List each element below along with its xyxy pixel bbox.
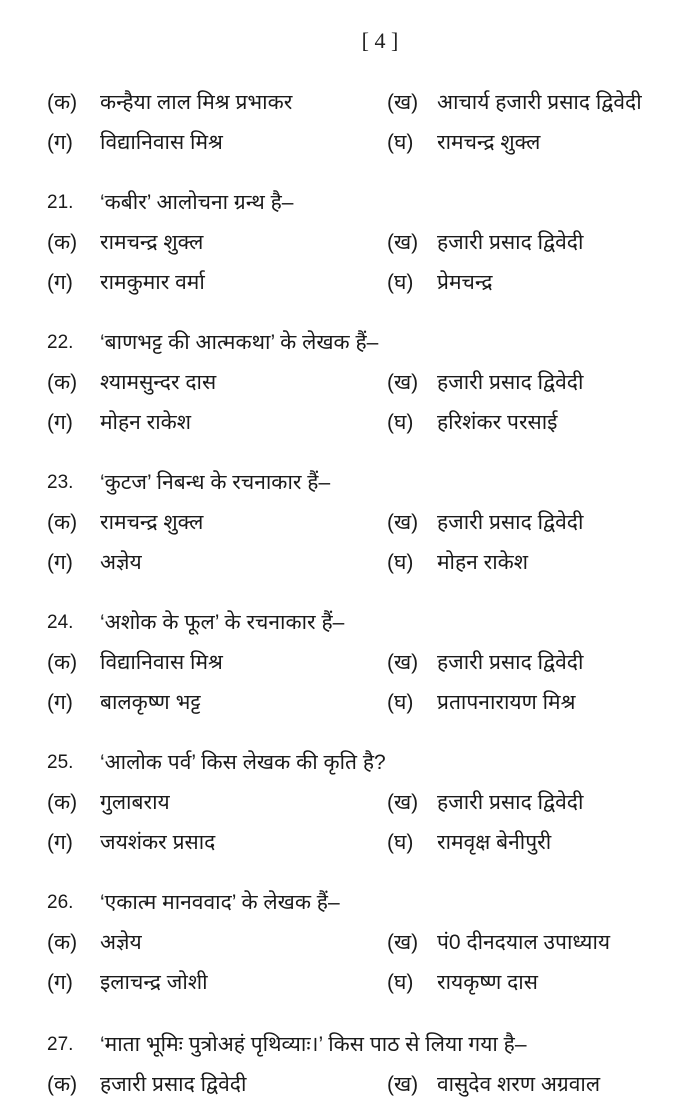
question-text: ‘माता भूमिः पुत्रोअहं पृथिव्याः।’ किस पाठ से लिया गया है– bbox=[100, 1033, 527, 1056]
option-text: रामवृक्ष बेनीपुरी bbox=[437, 831, 552, 854]
question-22 bbox=[0, 327, 700, 359]
option-label: (क) bbox=[47, 651, 78, 674]
option-row bbox=[0, 227, 700, 259]
question-number: 25. bbox=[47, 752, 74, 773]
option-text: अज्ञेय bbox=[100, 551, 142, 574]
option-label: (ग) bbox=[47, 971, 73, 994]
option-label: (घ) bbox=[387, 551, 414, 574]
option-row bbox=[0, 127, 700, 159]
option-text: रामकुमार वर्मा bbox=[100, 271, 205, 294]
question-text: ‘अशोक के फूल’ के रचनाकार हैं– bbox=[100, 611, 345, 634]
question-number: 27. bbox=[47, 1034, 74, 1055]
option-label: (क) bbox=[47, 931, 78, 954]
question-number: 21. bbox=[47, 192, 74, 213]
question-text: ‘कुटज’ निबन्ध के रचनाकार हैं– bbox=[100, 471, 331, 494]
option-text: हजारी प्रसाद द्विवेदी bbox=[437, 651, 584, 674]
question-21 bbox=[0, 187, 700, 219]
option-text: हरिशंकर परसाई bbox=[437, 411, 558, 434]
option-label: (ग) bbox=[47, 831, 73, 854]
question-number: 22. bbox=[47, 332, 74, 353]
question-text: ‘आलोक पर्व’ किस लेखक की कृति है? bbox=[100, 751, 386, 774]
option-text: हजारी प्रसाद द्विवेदी bbox=[437, 511, 584, 534]
option-label: (क) bbox=[47, 91, 78, 114]
option-text: कन्हैया लाल मिश्र प्रभाकर bbox=[100, 91, 293, 114]
question-27 bbox=[0, 1029, 700, 1061]
question-text: ‘एकात्म मानववाद’ के लेखक हैं– bbox=[100, 891, 340, 914]
option-label: (घ) bbox=[387, 691, 414, 714]
option-row bbox=[0, 407, 700, 439]
option-label: (ख) bbox=[387, 371, 419, 394]
option-text: हजारी प्रसाद द्विवेदी bbox=[100, 1073, 247, 1096]
option-row bbox=[0, 1069, 700, 1101]
option-label: (ख) bbox=[387, 511, 419, 534]
option-label: (क) bbox=[47, 791, 78, 814]
option-label: (घ) bbox=[387, 271, 414, 294]
option-row bbox=[0, 827, 700, 859]
option-label: (घ) bbox=[387, 131, 414, 154]
option-label: (क) bbox=[47, 1073, 78, 1096]
option-label: (ख) bbox=[387, 231, 419, 254]
option-text: रामचन्द्र शुक्ल bbox=[100, 231, 204, 254]
option-text: वासुदेव शरण अग्रवाल bbox=[437, 1073, 601, 1096]
option-row bbox=[0, 787, 700, 819]
option-row bbox=[0, 967, 700, 999]
option-text: विद्यानिवास मिश्र bbox=[100, 651, 223, 674]
option-label: (ग) bbox=[47, 271, 73, 294]
page-number: [ 4 ] bbox=[361, 28, 399, 53]
option-label: (ख) bbox=[387, 1073, 419, 1096]
option-text: पं0 दीनदयाल उपाध्याय bbox=[437, 931, 611, 954]
option-label: (क) bbox=[47, 371, 78, 394]
option-label: (ख) bbox=[387, 931, 419, 954]
option-text: अज्ञेय bbox=[100, 931, 142, 954]
option-row bbox=[0, 927, 700, 959]
option-text: प्रेमचन्द्र bbox=[437, 271, 493, 294]
option-label: (ग) bbox=[47, 411, 73, 434]
option-label: (क) bbox=[47, 511, 78, 534]
option-row bbox=[0, 547, 700, 579]
option-row bbox=[0, 367, 700, 399]
option-text: हजारी प्रसाद द्विवेदी bbox=[437, 371, 584, 394]
option-label: (घ) bbox=[387, 411, 414, 434]
question-text: ‘कबीर’ आलोचना ग्रन्थ है– bbox=[100, 191, 294, 214]
option-text: हजारी प्रसाद द्विवेदी bbox=[437, 231, 584, 254]
option-row bbox=[0, 647, 700, 679]
option-text: श्यामसुन्दर दास bbox=[100, 371, 217, 394]
option-text: आचार्य हजारी प्रसाद द्विवेदी bbox=[437, 91, 642, 114]
option-text: रामचन्द्र शुक्ल bbox=[437, 131, 541, 154]
question-25 bbox=[0, 747, 700, 779]
option-row bbox=[0, 267, 700, 299]
question-23 bbox=[0, 467, 700, 499]
question-number: 26. bbox=[47, 892, 74, 913]
question-24 bbox=[0, 607, 700, 639]
option-text: गुलाबराय bbox=[100, 791, 170, 814]
option-label: (ख) bbox=[387, 91, 419, 114]
option-text: रामचन्द्र शुक्ल bbox=[100, 511, 204, 534]
question-number: 24. bbox=[47, 612, 74, 633]
question-text: ‘बाणभट्ट की आत्मकथा’ के लेखक हैं– bbox=[100, 331, 379, 354]
option-row bbox=[0, 87, 700, 119]
option-text: विद्यानिवास मिश्र bbox=[100, 131, 223, 154]
option-label: (क) bbox=[47, 231, 78, 254]
question-26 bbox=[0, 887, 700, 919]
option-label: (ख) bbox=[387, 791, 419, 814]
option-label: (ग) bbox=[47, 691, 73, 714]
option-label: (ग) bbox=[47, 131, 73, 154]
option-text: हजारी प्रसाद द्विवेदी bbox=[437, 791, 584, 814]
option-label: (घ) bbox=[387, 831, 414, 854]
option-label: (ग) bbox=[47, 551, 73, 574]
option-label: (ख) bbox=[387, 651, 419, 674]
option-text: रायकृष्ण दास bbox=[437, 971, 538, 994]
option-label: (घ) bbox=[387, 971, 414, 994]
option-text: बालकृष्ण भट्ट bbox=[100, 691, 201, 714]
option-text: मोहन राकेश bbox=[100, 411, 192, 434]
option-text: इलाचन्द्र जोशी bbox=[100, 971, 208, 994]
option-text: प्रतापनारायण मिश्र bbox=[437, 691, 576, 714]
option-row bbox=[0, 687, 700, 719]
option-text: मोहन राकेश bbox=[437, 551, 529, 574]
option-row bbox=[0, 507, 700, 539]
option-text: जयशंकर प्रसाद bbox=[100, 831, 216, 854]
question-number: 23. bbox=[47, 472, 74, 493]
